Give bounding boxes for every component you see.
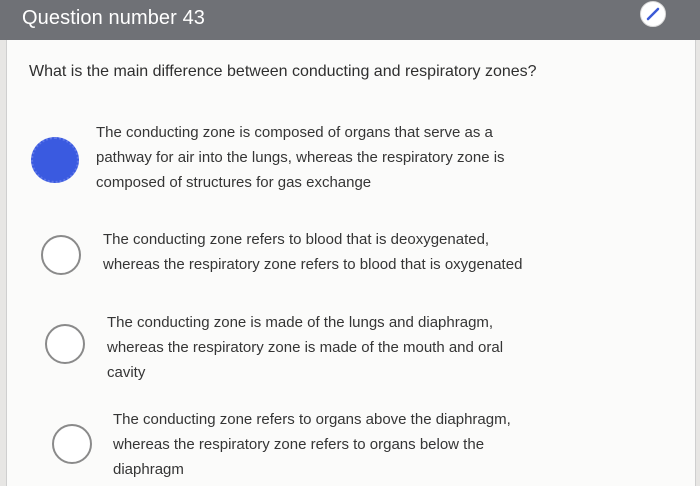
answer-option-4-text xyxy=(113,407,511,482)
answer-option-2-text xyxy=(103,227,522,277)
radio-unselected[interactable] xyxy=(41,235,81,275)
answer-option-2-line-2: whereas the respiratory zone refers to blood that is oxygenated xyxy=(103,256,523,273)
answer-option-4-line-2: whereas the respiratory zone refers to organs below the xyxy=(113,436,485,453)
pencil-icon[interactable] xyxy=(640,1,666,27)
radio-selected[interactable] xyxy=(31,137,79,183)
answer-option-1-line-2: pathway for air into the lungs, whereas the respiratory zone is xyxy=(96,149,505,166)
answer-option-4[interactable] xyxy=(7,407,667,483)
answer-option-4-line-1: The conducting zone refers to organs above the diaphragm, xyxy=(113,411,511,428)
answer-option-3-line-3: cavity xyxy=(107,364,146,381)
question-text: What is the main difference between conducting and respiratory zones? xyxy=(29,63,537,80)
answer-option-3-text xyxy=(107,310,503,385)
answer-option-3[interactable] xyxy=(7,310,667,386)
answer-option-3-line-1: The conducting zone is made of the lungs and diaphragm, xyxy=(107,314,494,331)
answer-option-2-line-1: The conducting zone refers to blood that is deoxygenated, xyxy=(103,231,490,248)
answer-option-1-line-1: The conducting zone is composed of organs that serve as a xyxy=(96,124,493,141)
radio-unselected[interactable] xyxy=(45,324,85,364)
radio-unselected[interactable] xyxy=(52,424,92,464)
question-header xyxy=(0,0,700,40)
question-number-title: Question number 43 xyxy=(22,7,206,29)
answer-option-1[interactable] xyxy=(7,120,667,202)
answer-option-1-text xyxy=(96,120,505,195)
answer-option-2[interactable] xyxy=(7,230,667,286)
answer-option-1-line-3: composed of structures for gas exchange xyxy=(96,174,372,191)
answer-option-4-line-3: diaphragm xyxy=(113,461,184,478)
question-panel xyxy=(6,40,696,486)
answer-option-3-line-2: whereas the respiratory zone is made of the mouth and oral xyxy=(107,339,504,356)
